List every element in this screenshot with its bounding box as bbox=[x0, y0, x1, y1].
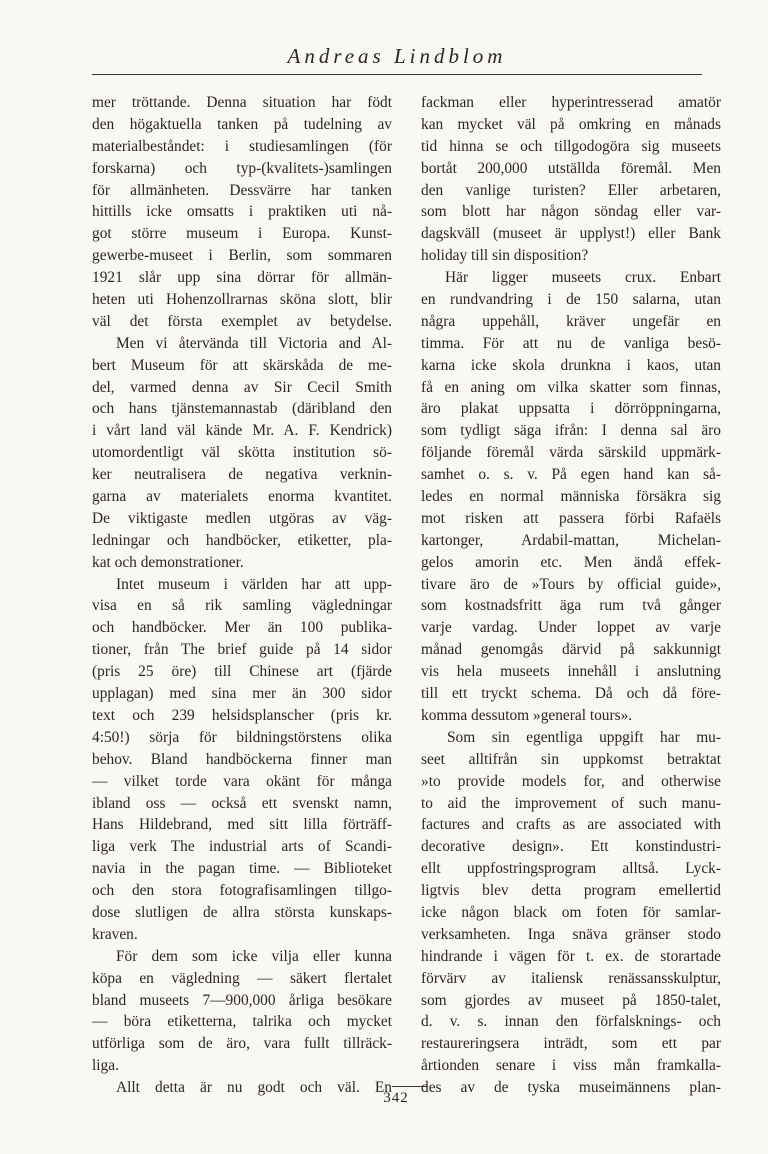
text-line: Hans Hildebrand, med sitt lilla förträff- bbox=[92, 816, 392, 834]
text-line: som blott har någon söndag eller var- bbox=[421, 203, 721, 221]
text-line: och handböcker. Mer än 100 publika- bbox=[92, 619, 392, 637]
text-line: upplagan) med sina mer än 300 sidor bbox=[92, 685, 392, 703]
text-line: »to provide models for, and otherwise bbox=[421, 772, 721, 790]
text-line: De viktigaste medlen utgöras av väg- bbox=[92, 509, 392, 527]
text-line: äro plakat uppsatta i dörröppningarna, bbox=[421, 400, 721, 418]
text-line: dose slutligen de allra största kunskaps- bbox=[92, 903, 392, 921]
text-line: ledningar och handböcker, etiketter, pla- bbox=[92, 531, 392, 549]
text-line: decorative design». Ett konstindustri- bbox=[421, 838, 721, 856]
text-line: följande föremål värda särskild uppmärk- bbox=[421, 444, 721, 462]
text-line: dagskväll (museet är upplyst!) eller Bank bbox=[421, 225, 721, 243]
text-line: del, varmed denna av Sir Cecil Smith bbox=[92, 378, 392, 396]
text-line: bortåt 200,000 utställda föremål. Men bbox=[421, 159, 721, 177]
text-line: ledes en normal människa försäkra sig bbox=[421, 488, 721, 506]
text-line: köpa en vägledning — säkert flertalet bbox=[92, 969, 392, 987]
running-head: Andreas Lindblom bbox=[287, 44, 507, 68]
text-line: ellt uppfostringsprogram alltså. Lyck- bbox=[421, 860, 721, 878]
text-line: bland museets 7—900,000 årliga besökare bbox=[92, 991, 392, 1009]
text-line: som gjordes av museet på 1850-talet, bbox=[421, 991, 721, 1009]
text-line: Allt detta är nu godt och väl. En bbox=[116, 1079, 392, 1097]
text-line: navia in the pagan time. — Biblioteket bbox=[92, 860, 392, 878]
text-line: mer tröttande. Denna situation har födt bbox=[92, 94, 392, 111]
text-line: restaureringsera inträdt, som ett par bbox=[421, 1035, 721, 1053]
text-line: få en aning om vilka skatter som finnas, bbox=[421, 378, 721, 396]
text-line: gelos amorin etc. Men ändå effek- bbox=[421, 553, 721, 571]
text-line: månad genomgås därvid på sakkunnigt bbox=[421, 641, 721, 659]
text-line: komma dessutom »general tours». bbox=[421, 706, 633, 724]
text-line: kartonger, Ardabil-mattan, Michelan- bbox=[421, 531, 721, 549]
text-line: liga. bbox=[92, 1057, 119, 1075]
text-line: en rundvandring i de 150 salarna, utan bbox=[421, 291, 721, 309]
text-line: icke någon black om foten för samlar- bbox=[421, 903, 721, 921]
text-line: ker neutralisera de negativa verknin- bbox=[92, 466, 392, 484]
text-line: utförliga som de äro, vara fullt tillräck- bbox=[92, 1035, 392, 1053]
text-line: Men vi återvända till Victoria and Al- bbox=[116, 334, 392, 352]
text-line: för allmänheten. Dessvärre har tanken bbox=[92, 181, 392, 199]
text-line: hittills icke omsatts i praktiken uti nå- bbox=[92, 203, 392, 221]
text-line: i vårt land väl kände Mr. A. F. Kendrick) bbox=[92, 422, 392, 440]
page-header bbox=[92, 42, 702, 76]
page-number: 342 bbox=[383, 1090, 409, 1106]
text-line: garna av materialets enorma kvantitet. bbox=[92, 488, 392, 506]
text-line: visa en så rik samling vägledningar bbox=[92, 597, 392, 615]
text-line: to aid the improvement of such manu- bbox=[421, 794, 721, 812]
text-line: och hans tjänstemannastab (däribland den bbox=[92, 400, 392, 418]
text-line: (pris 25 öre) till Chinese art (fjärde bbox=[92, 663, 392, 681]
text-line: tioner, från The brief guide på 14 sidor bbox=[92, 641, 392, 659]
header-rule bbox=[92, 74, 702, 75]
text-line: som kostnadsfritt äga rum två gånger bbox=[421, 597, 721, 615]
text-line: factures and crafts as are associated with bbox=[421, 816, 721, 834]
text-line: behov. Bland handböckerna finner man bbox=[92, 750, 392, 768]
text-line: till ett tryckt schema. Då och då före- bbox=[421, 685, 721, 703]
text-line: årtionden senare i viss mån framkalla- bbox=[421, 1057, 721, 1075]
text-line: och den stora fotografisamlingen tillgo- bbox=[92, 882, 392, 900]
text-line: verksamheten. Inga snäva gränser stodo bbox=[421, 925, 721, 943]
text-line: mot risken att passera förbi Rafaëls bbox=[421, 509, 721, 527]
text-line: kan mycket väl på omkring en månads bbox=[421, 115, 721, 133]
right-text-column bbox=[421, 92, 721, 1097]
text-line: 4:50!) sörja för bildningstörstens olika bbox=[92, 728, 392, 746]
text-line: materialbeståndet: i studiesamlingen (för bbox=[92, 137, 392, 155]
text-line: d. v. s. innan den förfalsknings- och bbox=[421, 1013, 721, 1031]
text-line: got större museum i Europa. Kunst- bbox=[92, 225, 392, 243]
left-text-column bbox=[92, 92, 392, 1097]
text-line: tivare äro de »Tours by official guide», bbox=[421, 575, 721, 593]
text-line: — böra etiketterna, talrika och mycket bbox=[92, 1013, 392, 1031]
text-line: tid hinna se och tillgodogöra sig museets bbox=[421, 137, 721, 155]
text-line: 1921 slår upp sina dörrar för allmän- bbox=[92, 269, 392, 287]
text-line: ligtvis blev detta program emellertid bbox=[421, 882, 721, 900]
text-line: några uppehåll, kräver ungefär en bbox=[421, 312, 721, 330]
folio-rule bbox=[392, 1086, 428, 1087]
text-line: varje vardag. Under loppet av varje bbox=[421, 619, 721, 637]
text-line: samhet o. s. v. På egen hand kan så- bbox=[421, 466, 721, 484]
text-line: kat och demonstrationer. bbox=[92, 553, 244, 571]
text-line: karna icke skola drunkna i kaos, utan bbox=[421, 356, 721, 374]
text-line: fackman eller hyperintresserad amatör bbox=[421, 94, 721, 111]
text-line: gewerbe-museet i Berlin, som sommaren bbox=[92, 247, 392, 265]
text-line: hindrande i vägen för t. ex. de storartade bbox=[421, 947, 721, 965]
text-line: vis hela museets innehåll i anslutning bbox=[421, 663, 721, 681]
text-line: förvärv av italiensk renässansskulptur, bbox=[421, 969, 721, 987]
text-line: väl det första exemplet av betydelse. bbox=[92, 312, 392, 330]
text-line: liga verk The industrial arts of Scandi- bbox=[92, 838, 392, 856]
text-line: kraven. bbox=[92, 925, 138, 943]
text-line: seet alltifrån sin uppkomst betraktat bbox=[421, 750, 721, 768]
text-line: — vilket torde vara okänt för många bbox=[92, 772, 392, 790]
text-line: text och 239 helsidsplanscher (pris kr. bbox=[92, 706, 392, 724]
text-line: holiday till sin disposition? bbox=[421, 247, 589, 265]
text-line: bert Museum för att skärskåda de me- bbox=[92, 356, 392, 374]
text-line: För dem som icke vilja eller kunna bbox=[116, 947, 392, 965]
text-line: forskarna) och typ-(kvalitets-)samlingen bbox=[92, 159, 392, 177]
text-line: Som sin egentliga uppgift har mu- bbox=[447, 728, 721, 746]
text-line: heten uti Hohenzollrarnas sköna slott, blir bbox=[92, 291, 392, 309]
text-line: ibland oss — också ett svenskt namn, bbox=[92, 794, 392, 812]
text-line: som tydligt säga ifrån: I denna sal äro bbox=[421, 422, 721, 440]
text-line: timma. För att nu de vanliga besö- bbox=[421, 334, 721, 352]
text-line: den vanlige turisten? Eller arbetaren, bbox=[421, 181, 721, 199]
text-line: den högaktuella tanken på tudelning av bbox=[92, 115, 392, 133]
text-line: Här ligger museets crux. Enbart bbox=[445, 269, 721, 287]
text-line: utomordentligt väl skötta institution sö- bbox=[92, 444, 392, 462]
text-line: des av de tyska museimännens plan- bbox=[421, 1079, 721, 1097]
text-line: Intet museum i världen har att upp- bbox=[116, 575, 392, 593]
